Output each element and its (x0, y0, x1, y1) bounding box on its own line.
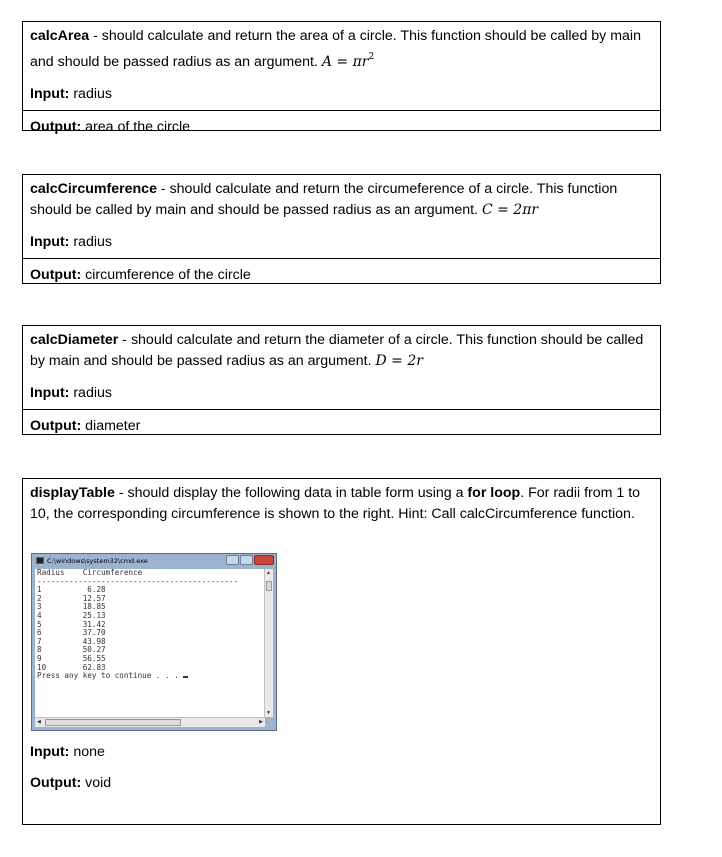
row-radius: 5 (37, 619, 42, 629)
row-radius: 7 (37, 636, 42, 646)
calc-diameter-input: Input: radius (30, 385, 112, 401)
row-circumference: 31.42 (82, 619, 106, 629)
cursor (183, 676, 188, 678)
vertical-scrollbar[interactable] (264, 569, 273, 717)
calc-diameter-description: calcDiameter - should calculate and return the diameter of a circle. This function should be called by main and should be passed radius as an argument. D = 2r (30, 332, 644, 369)
calc-area-input: Input: radius (30, 86, 112, 102)
calc-diameter-name: calcDiameter (30, 332, 119, 348)
display-table-output: Output: void (30, 775, 112, 791)
row-circumference: 18.85 (82, 602, 106, 612)
calc-circumference-input: Input: radius (30, 234, 112, 250)
minimize-icon[interactable] (226, 555, 239, 565)
scroll-right-icon[interactable]: ▶ (259, 719, 263, 725)
calc-diameter-box (22, 325, 661, 435)
calc-area-output: Output: area of the circle (30, 119, 191, 135)
circumference-formula: C = 2πr (481, 202, 539, 218)
row-circumference: 6.28 (87, 585, 106, 595)
horizontal-scrollbar[interactable] (35, 717, 265, 727)
row-radius: 1 (37, 585, 42, 595)
calc-area-description: calcArea - should calculate and return the area of a circle. This function should be called by main and should be passed radius as an argument. $A = \pi r^2$ (30, 28, 641, 70)
calc-diameter-output: Output: diameter (30, 418, 141, 434)
row-circumference: 37.70 (82, 628, 106, 638)
row-radius: 8 (37, 645, 42, 655)
row-circumference: 50.27 (82, 645, 106, 655)
row-radius: 9 (37, 653, 42, 663)
scroll-up-icon[interactable]: ▲ (266, 570, 271, 576)
calc-area-name: calcArea (30, 28, 90, 44)
calc-circumference-output: Output: circumference of the circle (30, 267, 251, 283)
console-divider: -------------------------------------------- (37, 576, 239, 586)
row-circumference: 43.98 (82, 636, 106, 646)
row-radius: 3 (37, 602, 42, 612)
display-table-input: Input: none (30, 744, 105, 760)
console-window (31, 553, 277, 731)
console-title: C:\windows\system32\cmd.exe (47, 557, 148, 565)
row-circumference: 25.13 (82, 610, 106, 620)
console-output: Radius Circumference -------------------------------------------- 1 6.28 2 12.57 3 18.85 4 25.13 5 31.42 6 37.70 7 43.98 8 50.27 9 56.55 10 62.83 Press any key to continue . . . (35, 569, 265, 717)
row-circumference: 12.57 (82, 593, 106, 603)
row-circumference: 62.83 (82, 662, 106, 672)
row-circumference: 56.55 (82, 653, 106, 663)
diameter-formula: D = 2r (375, 353, 423, 369)
scroll-down-icon[interactable]: ▼ (266, 710, 271, 716)
row-radius: 2 (37, 593, 42, 603)
display-table-name: displayTable (30, 485, 115, 501)
scroll-left-icon[interactable]: ◀ (37, 719, 41, 725)
calc-circumference-box (22, 174, 661, 284)
console-prompt: Press any key to continue . . . (37, 671, 184, 681)
display-table-description: displayTable - should display the following data in table form using a for loop. For radii from 1 to 10, the corresponding circumference is shown to the right. Hint: Call calcCircumference function. (30, 485, 641, 522)
calc-circumference-description: calcCircumference - should calculate and return the circumeference of a circle. This function should be called by main and should be passed radius as an argument. C = 2πr (30, 181, 618, 218)
calc-circumference-name: calcCircumference (30, 181, 157, 197)
row-radius: 4 (37, 610, 42, 620)
maximize-icon[interactable] (240, 555, 253, 565)
console-rows (37, 585, 106, 671)
cmd-app-icon (36, 557, 44, 564)
for-loop-phrase: for loop (467, 485, 521, 501)
horizontal-scroll-thumb[interactable] (45, 719, 181, 726)
row-radius: 6 (37, 628, 42, 638)
row-radius: 10 (37, 662, 47, 672)
calc-area-box (22, 21, 661, 135)
close-icon[interactable] (254, 555, 274, 565)
area-formula: $A = \pi r^2$ (321, 52, 375, 70)
vertical-scroll-thumb[interactable] (266, 581, 272, 591)
